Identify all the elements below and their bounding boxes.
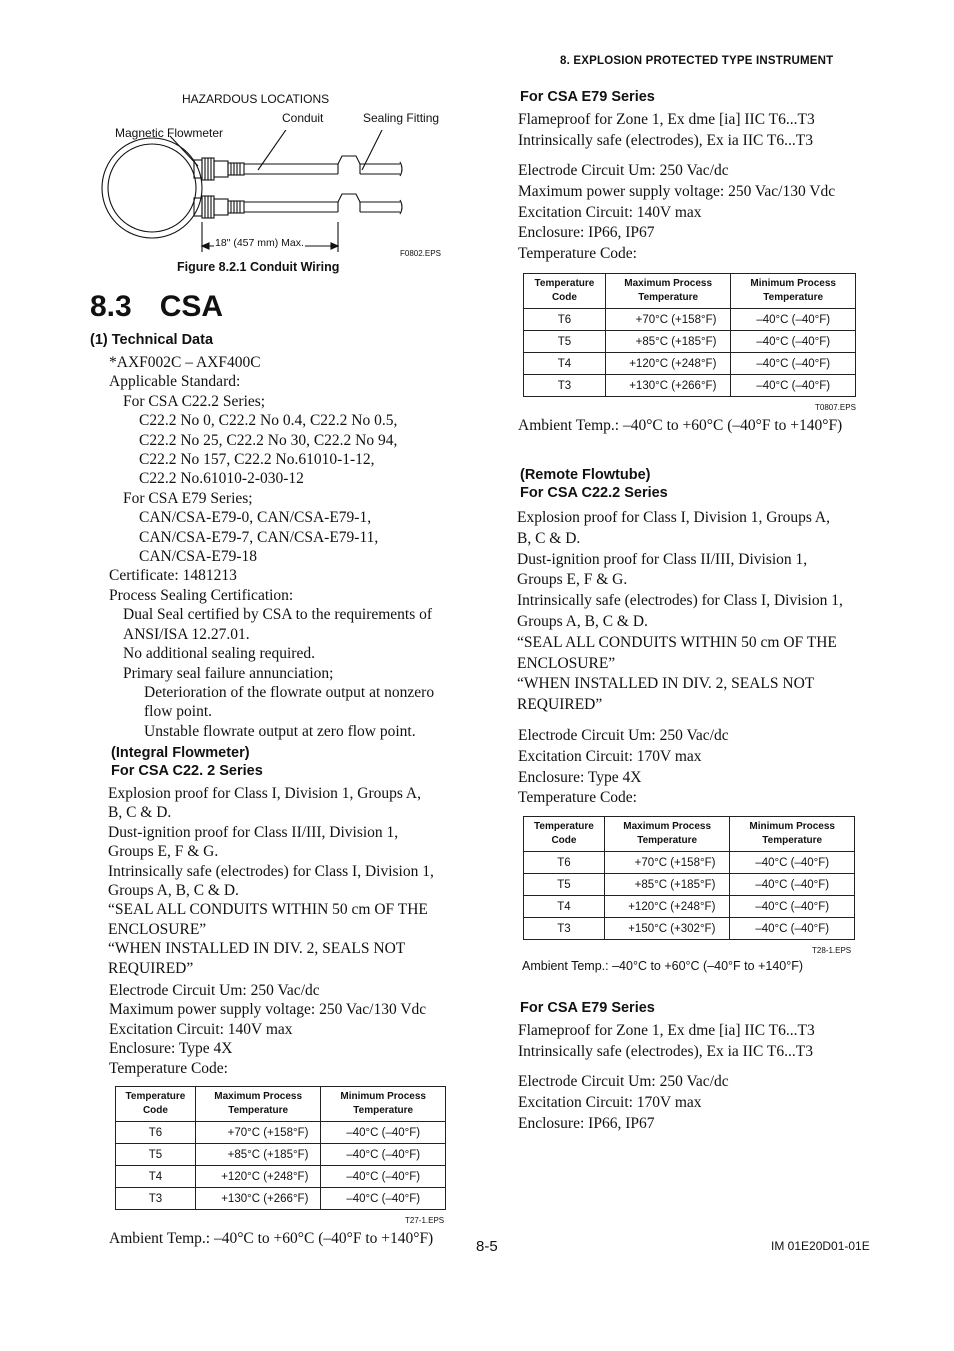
- table-cell: +85°C (+185°F): [604, 874, 730, 896]
- table-row: [524, 918, 855, 940]
- table-header: Maximum Process Temperature: [604, 817, 730, 852]
- section-title: [90, 290, 223, 324]
- tech-line: Deterioration of the flowrate output at nonzero: [144, 683, 435, 701]
- flowmeter-body-circle: [102, 138, 202, 238]
- e79-integral-ambient: Ambient Temp.: –40°C to +60°C (–40°F to +140°F): [518, 417, 843, 434]
- table-cell: –40°C (–40°F): [321, 1188, 446, 1210]
- e79-integral-heading: For CSA E79 Series: [520, 89, 655, 105]
- table-cell: T3: [524, 918, 605, 940]
- e79-remote-spec: Electrode Circuit Um: 250 Vac/dc: [518, 1073, 729, 1090]
- e79-integral-table-eps: T0807.EPS: [815, 403, 856, 412]
- table-cell: +120°C (+248°F): [195, 1166, 321, 1188]
- e79-integral-specs: [518, 161, 835, 265]
- table-header: Temperature Code: [116, 1087, 196, 1122]
- table-cell: +150°C (+302°F): [604, 918, 730, 940]
- e79-line: Intrinsically safe (electrodes), Ex ia IIC T6...T3: [518, 131, 813, 149]
- integral-ambient: Ambient Temp.: –40°C to +60°C (–40°F to +140°F): [109, 1230, 434, 1247]
- document-id: IM 01E20D01-01E: [771, 1239, 870, 1253]
- integral-table-eps: T27-1.EPS: [405, 1216, 445, 1225]
- e79-remote-heading: For CSA E79 Series: [520, 1000, 655, 1016]
- tech-line: flow point.: [144, 703, 213, 721]
- page-number: 8-5: [476, 1238, 498, 1255]
- e79-remote-lines: [518, 1021, 815, 1062]
- table-cell: –40°C (–40°F): [731, 331, 856, 353]
- table-cell: T3: [524, 375, 606, 397]
- table-header: Minimum Process Temperature: [730, 817, 855, 852]
- fig-label-conduit: Conduit: [282, 111, 324, 125]
- e79-remote-spec: Excitation Circuit: 170V max: [518, 1093, 702, 1111]
- integral-paragraph: [108, 784, 434, 978]
- table-cell: +85°C (+185°F): [605, 331, 731, 353]
- tech-line: C22.2 No 25, C22.2 No 30, C22.2 No 94,: [139, 431, 398, 449]
- table-cell: T5: [116, 1144, 196, 1166]
- table-cell: T6: [116, 1122, 196, 1144]
- remote-line: “SEAL ALL CONDUITS WITHIN 50 cm OF THE: [517, 633, 837, 651]
- tech-line: CAN/CSA-E79-18: [139, 548, 257, 566]
- fig-label-hazardous: HAZARDOUS LOCATIONS: [182, 92, 330, 106]
- page-header: 8. EXPLOSION PROTECTED TYPE INSTRUMENT: [560, 55, 834, 67]
- remote-ambient: Ambient Temp.: –40°C to +60°C (–40°F to +140°F): [522, 959, 804, 973]
- remote-specs: [518, 726, 729, 809]
- table-cell: –40°C (–40°F): [730, 918, 855, 940]
- remote-temperature-table: [523, 816, 855, 940]
- tech-line: Primary seal failure annunciation;: [123, 664, 334, 682]
- table-cell: –40°C (–40°F): [730, 874, 855, 896]
- table-cell: +70°C (+158°F): [604, 852, 730, 874]
- e79-spec: Enclosure: IP66, IP67: [518, 224, 655, 242]
- integral-specs: [109, 981, 426, 1078]
- remote-heading: [520, 466, 668, 502]
- tech-line: C22.2 No 157, C22.2 No.61010-1-12,: [139, 451, 375, 469]
- tech-line: C22.2 No.61010-2-030-12: [139, 470, 304, 488]
- table-row: [524, 331, 856, 353]
- table-row: [116, 1144, 446, 1166]
- e79-remote-specs: [518, 1072, 729, 1134]
- integral-line: ENCLOSURE”: [108, 920, 207, 938]
- e79-spec: Maximum power supply voltage: 250 Vac/130 Vdc: [518, 182, 836, 200]
- table-header: Maximum Process Temperature: [605, 274, 731, 309]
- technical-data-heading: (1) Technical Data: [90, 332, 214, 348]
- table-row: [116, 1122, 446, 1144]
- integral-temperature-table: [115, 1086, 446, 1210]
- table-row: [524, 375, 856, 397]
- integral-heading-1: (Integral Flowmeter): [111, 745, 250, 761]
- table-cell: –40°C (–40°F): [730, 852, 855, 874]
- fig-label-sealing: Sealing Fitting: [363, 111, 440, 125]
- e79-spec: Temperature Code:: [518, 245, 637, 263]
- remote-line: REQUIRED”: [517, 696, 603, 714]
- table-row: [524, 896, 855, 918]
- tech-line: CAN/CSA-E79-0, CAN/CSA-E79-1,: [139, 509, 372, 527]
- integral-spec: Electrode Circuit Um: 250 Vac/dc: [109, 982, 320, 999]
- remote-spec: Excitation Circuit: 170V max: [518, 747, 702, 765]
- remote-line: Dust-ignition proof for Class II/III, Division 1,: [517, 550, 808, 568]
- table-row: [524, 309, 856, 331]
- section-name: CSA: [159, 290, 224, 323]
- table-header: Minimum Process Temperature: [321, 1087, 446, 1122]
- tech-line: No additional sealing required.: [123, 645, 315, 663]
- table-cell: +120°C (+248°F): [604, 896, 730, 918]
- fig-label-flowmeter: Magnetic Flowmeter: [115, 126, 224, 140]
- integral-line: Groups E, F & G.: [108, 843, 219, 861]
- remote-heading-2: For CSA C22.2 Series: [520, 485, 668, 501]
- table-header: Temperature Code: [524, 274, 606, 309]
- table-cell: +130°C (+266°F): [195, 1188, 321, 1210]
- e79-remote-spec: Enclosure: IP66, IP67: [518, 1114, 655, 1132]
- remote-spec: Enclosure: Type 4X: [518, 768, 642, 786]
- integral-line: Intrinsically safe (electrodes) for Class I, Division 1,: [108, 862, 434, 880]
- fig-dimension-label: 18" (457 mm) Max.: [215, 237, 304, 249]
- integral-line: Explosion proof for Class I, Division 1, Groups A,: [108, 785, 422, 802]
- table-cell: –40°C (–40°F): [730, 896, 855, 918]
- e79-spec: Electrode Circuit Um: 250 Vac/dc: [518, 162, 729, 179]
- e79-integral-lines: [518, 110, 815, 151]
- remote-line: B, C & D.: [517, 529, 581, 547]
- table-cell: –40°C (–40°F): [731, 309, 856, 331]
- table-cell: +85°C (+185°F): [195, 1144, 321, 1166]
- tech-line: For CSA C22.2 Series;: [123, 392, 266, 410]
- integral-line: “SEAL ALL CONDUITS WITHIN 50 cm OF THE: [108, 901, 428, 919]
- table-cell: –40°C (–40°F): [321, 1144, 446, 1166]
- remote-line: Intrinsically safe (electrodes) for Class I, Division 1,: [517, 592, 843, 610]
- tech-line: CAN/CSA-E79-7, CAN/CSA-E79-11,: [139, 528, 379, 546]
- remote-line: Groups E, F & G.: [517, 571, 628, 589]
- integral-line: “WHEN INSTALLED IN DIV. 2, SEALS NOT: [108, 940, 406, 958]
- table-row: [524, 852, 855, 874]
- integral-spec: Maximum power supply voltage: 250 Vac/130 Vdc: [109, 1001, 427, 1019]
- tech-line: C22.2 No 0, C22.2 No 0.4, C22.2 No 0.5,: [139, 412, 398, 430]
- table-cell: +120°C (+248°F): [605, 353, 731, 375]
- integral-heading-2: For CSA C22. 2 Series: [111, 763, 263, 779]
- integral-spec: Enclosure: Type 4X: [109, 1040, 233, 1058]
- integral-spec: Temperature Code:: [109, 1059, 228, 1077]
- remote-line: Explosion proof for Class I, Division 1, Groups A,: [517, 509, 831, 526]
- remote-line: “WHEN INSTALLED IN DIV. 2, SEALS NOT: [517, 675, 815, 693]
- tech-line: Dual Seal certified by CSA to the requirements of: [123, 606, 433, 624]
- section-number: 8.3: [90, 290, 132, 323]
- remote-spec: Temperature Code:: [518, 789, 637, 807]
- e79-line: Flameproof for Zone 1, Ex dme [ia] IIC T6...T3: [518, 111, 815, 128]
- table-header: Maximum Process Temperature: [195, 1087, 321, 1122]
- integral-line: REQUIRED”: [108, 959, 194, 977]
- table-cell: T4: [116, 1166, 196, 1188]
- table-cell: –40°C (–40°F): [731, 375, 856, 397]
- table-cell: T6: [524, 852, 605, 874]
- integral-line: Dust-ignition proof for Class II/III, Division 1,: [108, 823, 399, 841]
- tech-line: Applicable Standard:: [109, 373, 241, 391]
- tech-line: Certificate: 1481213: [109, 567, 237, 585]
- tech-line: ANSI/ISA 12.27.01.: [123, 625, 250, 643]
- table-row: [524, 874, 855, 896]
- table-cell: –40°C (–40°F): [321, 1166, 446, 1188]
- table-cell: +130°C (+266°F): [605, 375, 731, 397]
- table-cell: +70°C (+158°F): [605, 309, 731, 331]
- e79-remote-line: Flameproof for Zone 1, Ex dme [ia] IIC T6...T3: [518, 1022, 815, 1039]
- table-cell: T5: [524, 874, 605, 896]
- remote-paragraph: [517, 508, 843, 716]
- table-cell: T4: [524, 896, 605, 918]
- remote-line: ENCLOSURE”: [517, 654, 616, 672]
- fig-eps-label: F0802.EPS: [400, 249, 441, 258]
- e79-integral-temperature-table: [523, 273, 856, 397]
- e79-remote-line: Intrinsically safe (electrodes), Ex ia IIC T6...T3: [518, 1042, 813, 1060]
- remote-line: Groups A, B, C & D.: [517, 612, 648, 630]
- integral-line: Groups A, B, C & D.: [108, 882, 239, 900]
- table-row: [116, 1166, 446, 1188]
- table-cell: T3: [116, 1188, 196, 1210]
- tech-line: Process Sealing Certification:: [109, 586, 294, 604]
- table-cell: –40°C (–40°F): [321, 1122, 446, 1144]
- table-row: [524, 353, 856, 375]
- e79-spec: Excitation Circuit: 140V max: [518, 203, 702, 221]
- table-row: [116, 1188, 446, 1210]
- integral-spec: Excitation Circuit: 140V max: [109, 1020, 293, 1038]
- table-cell: T4: [524, 353, 606, 375]
- integral-line: B, C & D.: [108, 804, 172, 822]
- remote-table-eps: T28-1.EPS: [812, 946, 852, 955]
- table-cell: +70°C (+158°F): [195, 1122, 321, 1144]
- table-header: Minimum Process Temperature: [731, 274, 856, 309]
- tech-line: Unstable flowrate output at zero flow point.: [144, 722, 416, 740]
- remote-heading-1: (Remote Flowtube): [520, 467, 651, 483]
- technical-data-list: [109, 353, 434, 741]
- table-cell: T6: [524, 309, 606, 331]
- tech-line: For CSA E79 Series;: [123, 489, 253, 507]
- table-cell: –40°C (–40°F): [731, 353, 856, 375]
- integral-heading: [111, 744, 263, 780]
- table-cell: T5: [524, 331, 606, 353]
- table-header: Temperature Code: [524, 817, 605, 852]
- remote-spec: Electrode Circuit Um: 250 Vac/dc: [518, 727, 729, 744]
- tech-line: *AXF002C – AXF400C: [109, 354, 261, 371]
- figure-caption: Figure 8.2.1 Conduit Wiring: [177, 260, 340, 274]
